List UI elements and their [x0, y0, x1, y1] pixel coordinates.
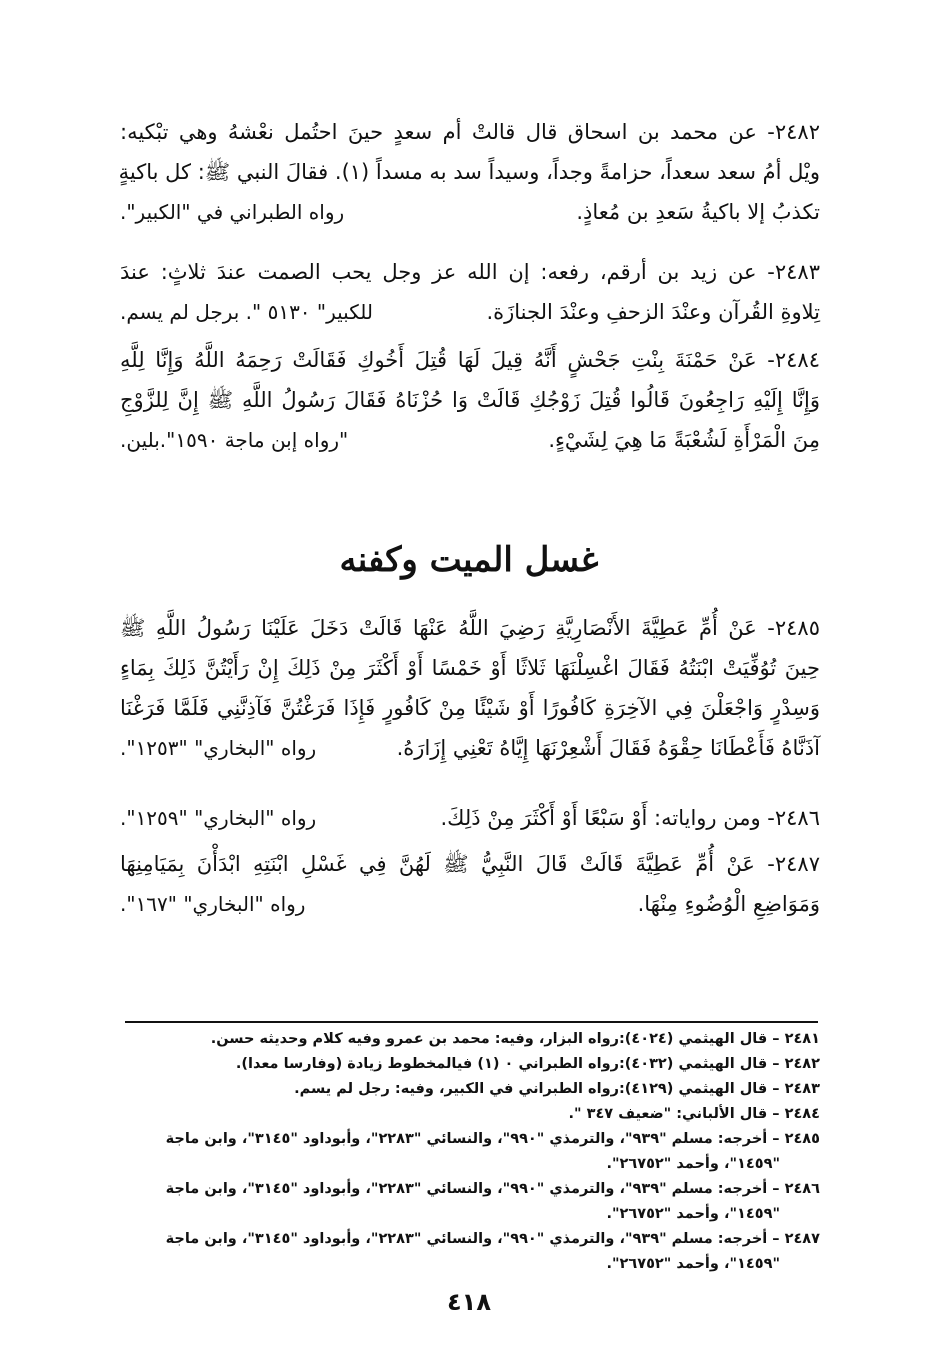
hadith-line: ٢٤٨٢- عن محمد بن اسحاق قال قالتْ أم سعدٍ حينَ احتُمل نعْشهُ وهي تبْكيه: [120, 120, 820, 144]
hadith-line: ٢٤٨٧- عَنْ أُمِّ عَطِيَّةَ قَالَتْ قَالَ النَّبِيُّ ﷺ لَهُنَّ فِي غَسْلِ ابْنَتِهِ ابْدَأْنَ بِمَيَامِنِهَا [120, 852, 820, 876]
hadith-source: رواه "البخاري" "١٢٥٩". [120, 806, 317, 830]
hadith-text: وَمَوَاضِعِ الْوُضُوءِ مِنْهَا. [637, 892, 820, 916]
page-number: ٤١٨ [447, 1288, 491, 1316]
footnote-continuation: "١٤٥٩"، وأحمد "٢٦٧٥٢". [606, 1156, 780, 1172]
hadith-text: مِنَ الْمَرْأَةِ لَشُعْبَةً مَا هِيَ لِشَيْءٍ. [548, 428, 820, 452]
hadith-source: رواه "البخاري" "١٦٧". [120, 892, 306, 916]
hadith-line: ٢٤٨٤- عَنْ حَمْنَةَ بِنْتِ جَحْشٍ أَنَّهُ قِيلَ لَهَا قُتِلَ أَخُوكِ فَقَالَتْ رَحِمَهُ اللَّهُ وَإِنَّا لِلَّهِ [120, 348, 820, 372]
hadith-line [120, 884, 820, 924]
footnote: ٢٤٨١ – قال الهيثمي (٤٠٢٤):رواه البزار، وفيه: محمد بن عمرو وفيه كلام وحديثه حسن. [210, 1031, 820, 1047]
footnote-continuation: "١٤٥٩"، وأحمد "٢٦٧٥٢". [606, 1256, 780, 1272]
hadith-line [120, 728, 820, 768]
hadith-text: تكذبُ إلا باكيةُ سَعدِ بن مُعاذٍ. [576, 200, 820, 224]
hadith-line [120, 192, 820, 232]
hadith-line: وَإِنَّا إِلَيْهِ رَاجِعُونَ قَالُوا قُتِلَ زَوْجُكِ قَالَتْ وَا حُزْنَاهُ فَقَالَ رَسُولُ اللَّهِ ﷺ إِنَّ لِلزَّوْجِ [120, 388, 820, 412]
hadith-2483 [120, 252, 820, 332]
footnote: ٢٤٨٣ – قال الهيثمي (٤١٢٩):رواه الطبراني في الكبير، وفيه: رجل لم يسم. [294, 1081, 820, 1097]
hadith-2487 [120, 844, 820, 924]
footnote: ٢٤٨٦ – أخرجه: مسلم "٩٣٩"، والترمذي "٩٩٠"، والنسائي "٢٢٨٣"، وأبوداود "٣١٤٥"، وابن ماجة [165, 1181, 820, 1197]
hadith-line: ويْل أمُ سعد سعداً، حزامةً وجداً، وسيداً سد به مسداً (١). فقالَ النبي ﷺ: كل باكيةٍ [118, 160, 820, 184]
hadith-line: ٢٤٨٥- عَنْ أُمِّ عَطِيَّةَ الأَنْصَارِيَّةِ رَضِيَ اللَّهُ عَنْهَا قَالَتْ دَخَلَ عَلَيْنَا رَسُولُ اللَّهِ ﷺ [120, 616, 820, 640]
section-heading: غسل الميت وكفنه [339, 540, 599, 580]
footnote: ٢٤٨٧ – أخرجه: مسلم "٩٣٩"، والترمذي "٩٩٠"، والنسائي "٢٢٨٣"، وأبوداود "٣١٤٥"، وابن ماجة [165, 1231, 820, 1247]
hadith-text: آذَنَّاهُ فَأَعْطَانَا حِقْوَهُ فَقَالَ أَشْعِرْنَهَا إِيَّاهُ تَعْنِي إِزَارَهُ. [396, 736, 820, 760]
hadith-source: رواه "البخاري" "١٢٥٣". [120, 736, 317, 760]
hadith-2486 [120, 798, 820, 838]
footnote-divider [125, 1021, 818, 1023]
hadith-line [120, 420, 820, 460]
hadith-line: ٢٤٨٣- عن زيد بن أرقم، رفعه: إن الله عز وجل يحب الصمت عندَ ثلاثٍ: عندَ [120, 260, 820, 284]
footnote: ٢٤٨٤ – قال الألباني: "ضعيف ٣٤٧ ". [568, 1106, 820, 1122]
footnote: ٢٤٨٢ – قال الهيثمي (٤٠٣٢):رواه الطبراني ٠ (١) فيالمخطوط زيادة (وفارسا معدا). [235, 1056, 820, 1072]
footnotes [120, 1027, 820, 1277]
hadith-line [120, 292, 820, 332]
hadith-2482 [120, 112, 820, 232]
footnote-continuation: "١٤٥٩"، وأحمد "٢٦٧٥٢". [606, 1206, 780, 1222]
hadith-source: للكبير" ٥١٣٠ ". برجل لم يسم. [120, 300, 373, 324]
hadith-line: وَسِدْرٍ وَاجْعَلْنَ فِي الآخِرَةِ كَافُورًا أَوْ شَيْئًا مِنْ كَافُورٍ فَإِذَا فَرَغْتُنَّ فَآذِنَّنِي فَلَمَّا فَرَغْنَا [120, 696, 820, 720]
hadith-text: ٢٤٨٦- ومن رواياته: أَوْ سَبْعًا أَوْ أَكْثَرَ مِنْ ذَلِكَ. [440, 806, 820, 830]
hadith-source: رواه الطبراني في "الكبير". [120, 200, 345, 224]
hadith-text: تِلاوةِ القُرآن وعنْدَ الزحفِ وعنْدَ الجنازَة. [486, 300, 820, 324]
hadith-2485 [120, 608, 820, 768]
hadith-line [120, 798, 820, 838]
hadith-line: حِينَ تُوُفِّيَتْ ابْنَتُهُ فَقَالَ اغْسِلْنَهَا ثَلاثًا أَوْ خَمْسًا أَوْ أَكْثَرَ مِنْ ذَلِكَ إِنْ رَأَيْتُنَّ ذَلِكَ بِمَاءٍ [120, 656, 820, 680]
hadith-2484 [120, 340, 820, 460]
hadith-source: "رواه إبن ماجة ١٥٩٠".بلين. [120, 428, 349, 452]
footnote: ٢٤٨٥ – أخرجه: مسلم "٩٣٩"، والترمذي "٩٩٠"، والنسائي "٢٢٨٣"، وأبوداود "٣١٤٥"، وابن ماجة [165, 1131, 820, 1147]
